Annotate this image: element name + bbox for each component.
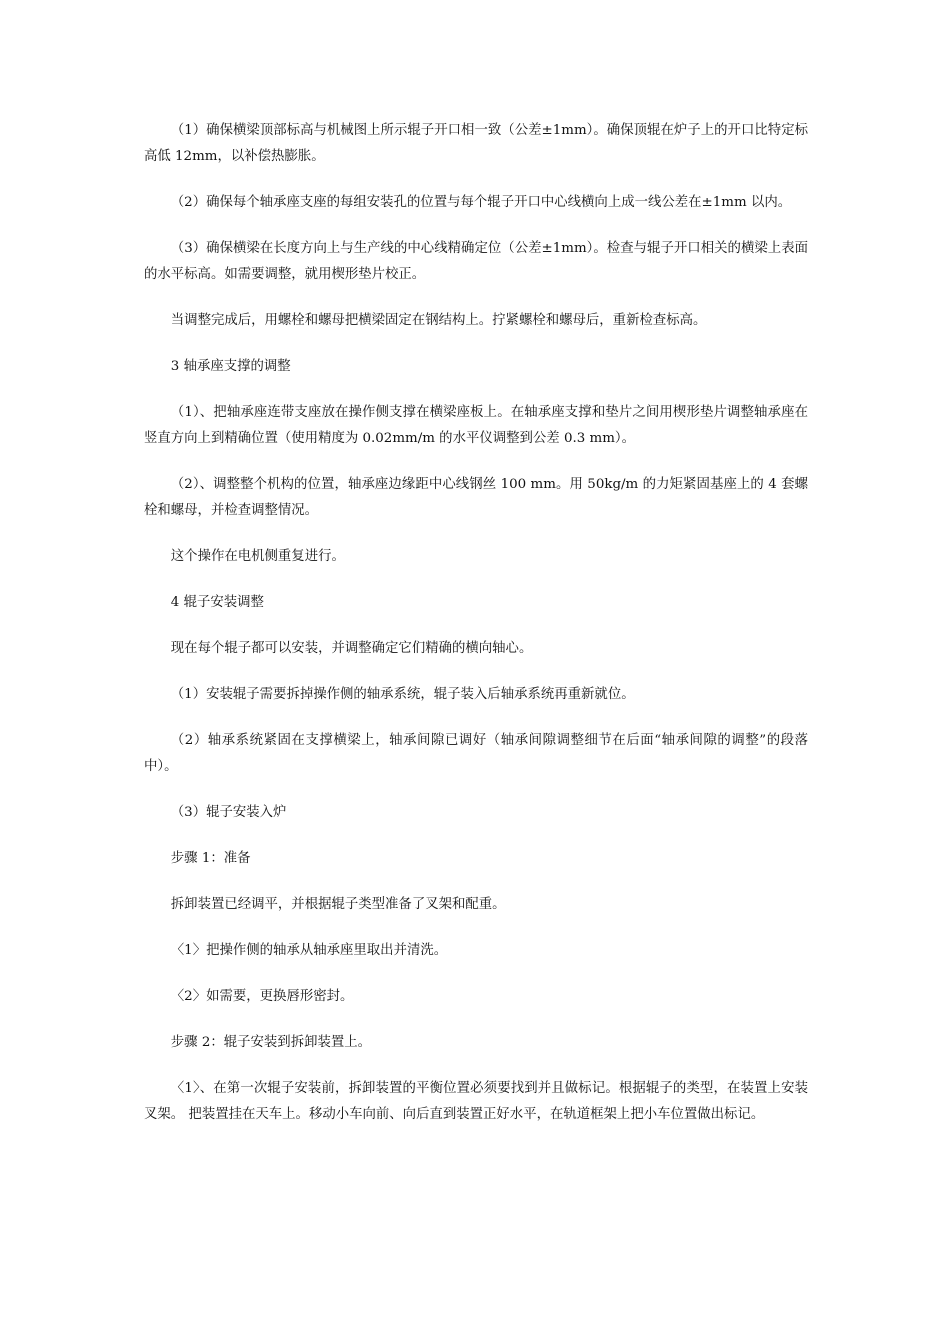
paragraph-mounting-holes: （2）确保每个轴承座支座的每组安装孔的位置与每个辊子开口中心线横向上成一线公差在±1mm 以内。: [170, 195, 792, 210]
paragraph-fix-beam: 当调整完成后，用螺栓和螺母把横梁固定在钢结构上。拧紧螺栓和螺母后，重新检查标高。: [170, 313, 707, 328]
step-heading-prepare: 步骤 1：准备: [170, 851, 251, 866]
paragraph-beam-alignment: （3）确保横梁在长度方向上与生产线的中心线精确定位（公差±1mm）。检查与辊子开口相关的横梁上表面的水平标高。如需要调整，就用楔形垫片校正。: [144, 241, 808, 282]
paragraph-replace-seal: 〈2〉如需要，更换唇形密封。: [170, 989, 354, 1004]
paragraph-beam-elevation: （1）确保横梁顶部标高与机械图上所示辊子开口相一致（公差±1mm）。确保顶辊在炉子上的开口比特定标高低 12mm，以补偿热膨胀。: [144, 123, 808, 164]
paragraph-bearing-clearance: （2）轴承系统紧固在支撑横梁上，轴承间隙已调好（轴承间隙调整细节在后面“轴承间隙的调整”的段落中）。: [144, 733, 808, 774]
paragraph-bearing-vertical: （1）、把轴承座连带支座放在操作侧支撑在横梁座板上。在轴承座支撑和垫片之间用楔形垫片调整轴承座在竖直方向上到精确位置（使用精度为 0.02mm/m 的水平仪调整到公差 0.3 mm）。: [144, 405, 808, 446]
paragraph-motor-side-repeat: 这个操作在电机侧重复进行。: [170, 549, 345, 564]
paragraph-roller-into-furnace: （3）辊子安装入炉: [170, 805, 287, 820]
paragraph-mechanism-position: （2）、调整整个机构的位置，轴承座边缘距中心线钢丝 100 mm。用 50kg/m 的力矩紧固基座上的 4 套螺栓和螺母，并检查调整情况。: [144, 477, 808, 518]
step-heading-mount-roller: 步骤 2：辊子安装到拆卸装置上。: [170, 1035, 372, 1050]
section-heading-roller-install: 4 辊子安装调整: [170, 595, 264, 610]
paragraph-roller-axis: 现在每个辊子都可以安装，并调整确定它们精确的横向轴心。: [170, 641, 533, 656]
section-heading-bearing-support: 3 轴承座支撑的调整: [170, 359, 291, 374]
paragraph-remove-bearing-system: （1）安装辊子需要拆掉操作侧的轴承系统，辊子装入后轴承系统再重新就位。: [170, 687, 635, 702]
paragraph-balance-position: 〈1〉、在第一次辊子安装前，拆卸装置的平衡位置必须要找到并且做标记。根据辊子的类型，在装置上安装叉架。 把装置挂在天车上。移动小车向前、向后直到装置正好水平，在轨道框架上把小车位置做出标记。: [144, 1081, 808, 1122]
paragraph-dismount-device: 拆卸装置已经调平，并根据辊子类型准备了叉架和配重。: [170, 897, 506, 912]
document-body: [144, 118, 808, 1148]
paragraph-clean-bearing: 〈1〉把操作侧的轴承从轴承座里取出并清洗。: [170, 943, 448, 958]
